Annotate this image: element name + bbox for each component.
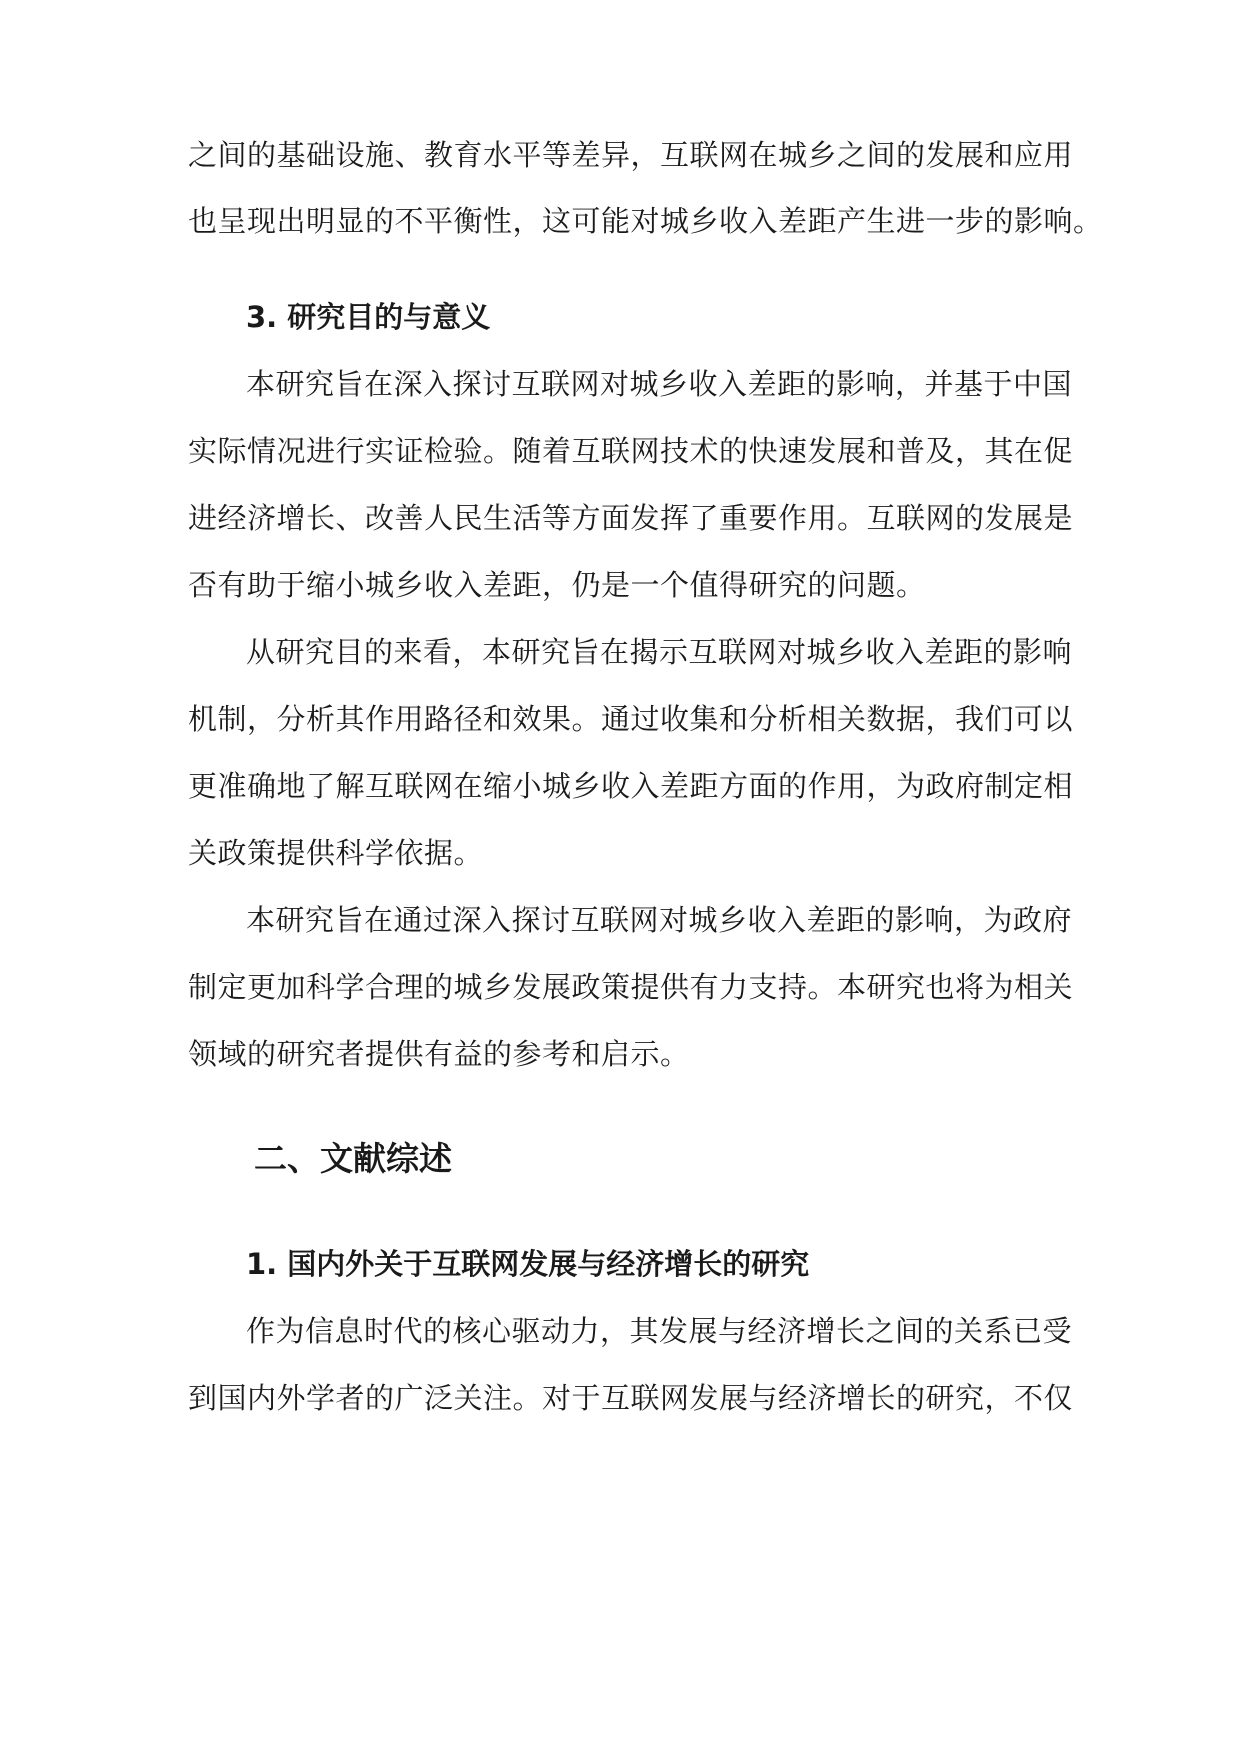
paragraph-line: 也呈现出明显的不平衡性，这可能对城乡收入差距产生进一步的影响。 <box>188 204 1103 238</box>
paragraph-line: 进经济增长、改善人民生活等方面发挥了重要作用。互联网的发展是 <box>188 501 1074 535</box>
paragraph-line: 领域的研究者提供有益的参考和启示。 <box>188 1037 690 1071</box>
paragraph-line: 否有助于缩小城乡收入差距，仍是一个值得研究的问题。 <box>188 568 926 602</box>
paragraph-line: 实际情况进行实证检验。随着互联网技术的快速发展和普及，其在促 <box>188 434 1074 468</box>
paragraph-line: 关政策提供科学依据。 <box>188 836 484 870</box>
paragraph-line: 从研究目的来看，本研究旨在揭示互联网对城乡收入差距的影响 <box>246 635 1073 669</box>
section-heading: 1. 国内外关于互联网发展与经济增长的研究 <box>246 1247 810 1281</box>
paragraph-line: 作为信息时代的核心驱动力，其发展与经济增长之间的关系已受 <box>246 1314 1073 1348</box>
paragraph-line: 本研究旨在深入探讨互联网对城乡收入差距的影响，并基于中国 <box>246 367 1073 401</box>
paragraph-line: 本研究旨在通过深入探讨互联网对城乡收入差距的影响，为政府 <box>246 903 1073 937</box>
paragraph-line: 机制，分析其作用路径和效果。通过收集和分析相关数据，我们可以 <box>188 702 1074 736</box>
paragraph-line: 更准确地了解互联网在缩小城乡收入差距方面的作用，为政府制定相 <box>188 769 1074 803</box>
paragraph-line: 到国内外学者的广泛关注。对于互联网发展与经济增长的研究，不仅 <box>188 1381 1074 1415</box>
paragraph-line: 制定更加科学合理的城乡发展政策提供有力支持。本研究也将为相关 <box>188 970 1074 1004</box>
section-heading: 3. 研究目的与意义 <box>246 300 491 334</box>
chapter-heading: 二、文献综述 <box>254 1139 452 1178</box>
paragraph-line: 之间的基础设施、教育水平等差异，互联网在城乡之间的发展和应用 <box>188 138 1074 172</box>
